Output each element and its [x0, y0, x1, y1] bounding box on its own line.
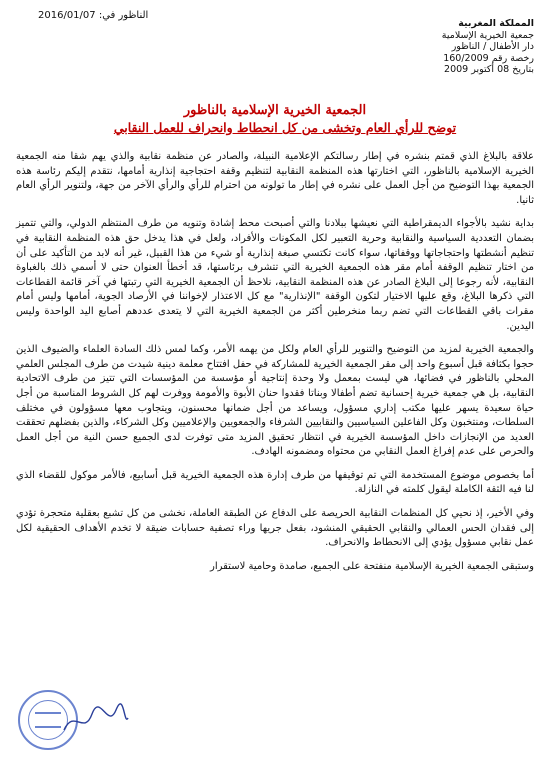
- letterhead-association: جمعية الخيرية الإسلامية: [441, 29, 534, 41]
- paragraph-4: أما بخصوص موضوع المستخدمة التي تم توقيفها من طرف إدارة هذه الجمعية الخيرية قبل أسابيع، فالأمر موكول للقضاء الذي لنا فيه الثقة الكاملة ليقول كلمته في النازلة.: [16, 469, 534, 496]
- paragraph-1: علاقة بالبلاغ الذي قمتم بنشره في إطار رسالتكم الإعلامية النبيلة، والصادر عن منظمة نقابية والذي يهم شقا منه الجمعية الخيرية الإسلامية بالناظور، التي اختارتها هذه المنظمة النقابية لتنظيم وقفة احتجاجية إنذارية أمامها، نتقدم إليكم رئاسة هذه الجمعية بهذا التوضيح من أجل العمل على نشره في إطار ما تولونه من احترام للرأي والرأي الآخر من جهة، ولتنوير الرأي العام ثانيا.: [16, 151, 534, 206]
- letterhead: [384, 18, 534, 76]
- signature: [60, 700, 130, 740]
- letterhead-country: المملكة المغربية: [458, 18, 534, 29]
- letterhead-house: دار الأطفال / الناظور: [451, 41, 534, 52]
- paragraph-3: والجمعية الخيرية لمزيد من التوضيح والتنوير للرأي العام ولكل من يهمه الأمر، وكما لمس ذلك السادة العلماء والضيوف الذين حجوا بكثافة قبل أسبوع واحد إلى مقر الجمعية الخيرية للمشاركة في حفل افتتاح معلمة دينية شيدت من طرف المجلس العلمي المحلي بالناظور في فضائها، هي ليست بمعمل ولا وحدة إنتاجية أو مؤسسة من المؤسسات التي تتيز من طرف الاتحادية النقابية، بل هي جمعية خيرية إحسانية تضم أطفالا وبناتا فقدوا حنان الأبوة والأمومة ووفرت لهم كل الشروط المناسبة من أجل حياة سعيدة يسهر عليها مكتب إداري مسؤول، ويساعد من أجل ضمانها محسنون، ويتجاوب معها مسؤولون في مختلف السلطات، ومنتخبون وكل الفاعلين السياسيين والنقابيين الشرفاء والجمعويين والإعلاميين وكل الشركاء، والذين بفضلهم تحققت العديد من الإنجازات داخل المؤسسة الخيرية في انتظار تحقيق المزيد متى توفرت لدى الجميع حسن النية من أجل العمل والحرص على عدم إفراغ العمل النقابي من محتواه ومضمونه الهادف.: [16, 344, 534, 458]
- letterhead-date: بتاريخ 08 أكتوبر 2009: [444, 64, 534, 75]
- paragraph-5: وفي الأخير، إذ نحيي كل المنظمات النقابية الحريصة على الدفاع عن الطبقة العاملة، نخشى من كل تشبع بعقلية متحجرة تؤدي إلى فقدان الحس العمالي والنقابي الحقيقي المنشود، بفعل جريها وراء تصفية حسابات ضيقة لا تخدم الأهداف الحقيقية لكل عمل نقابي مسؤول يؤدي إلى الانحطاط والانحراف.: [16, 508, 534, 549]
- paragraph-6: وستبقى الجمعية الخيرية الإسلامية منفتحة على الجميع، صامدة وحامية لاستقرار: [210, 560, 534, 572]
- letterhead-license: رخصة رقم 160/2009: [443, 52, 534, 64]
- document-body: [16, 150, 534, 583]
- stamp-emblem: [35, 712, 61, 728]
- date-line: الناظور في: 2016/01/07: [38, 10, 149, 21]
- paragraph-2: بداية نشيد بالأجواء الديمقراطية التي نعيشها ببلادنا والتي أصبحت محط إشادة وتنويه من طرف المنتظم الدولي، والتي تتميز بضمان التعددية السياسية والنقابية وحرية التعبير لكل المكونات والأفراد، ولعل في هذا يدخل حق هذه المنظمة النقابية في تنظيم أنشطتها واحتجاجاتها ووقفاتها، سواء كانت تكتسي صبغة إنذارية أو شيء من هذا القبيل، غير أنه لابد من التأكيد على أن من اختار تنظيم الوقفة أمام مقر هذه الجمعية الخيرية التي تتشرف برئاستها، قد أخطأ العنوان حتى لا أسمي ذلك بالغباوة النقابية، لأنه رجوعا إلى البلاغ الصادر عن هذه المنظمة النقابية، نلاحظ أن الجمعية الخيرية التي رتبتها في آخر قائمة القطاعات التي ذكرها البلاغ، وقع عليها الاختيار لتكون الوقفة "الإنذارية" مع كل الاعتذار لإخواننا في الأرصاد الجوية، أمامها وليس أمام مقرات باقي القطاعات التي تضم ربما منخرطين أكثر من الجمعية الخيرية التي لا يتعدى عددهم أصابع اليد الواحدة وليس اليدين.: [16, 218, 534, 332]
- document-title: الجمعية الخيرية الإسلامية بالناظور: [183, 103, 367, 118]
- document-subtitle: توضح للرأي العام وتخشى من كل انحطاط وانحراف للعمل النقابي: [113, 120, 457, 135]
